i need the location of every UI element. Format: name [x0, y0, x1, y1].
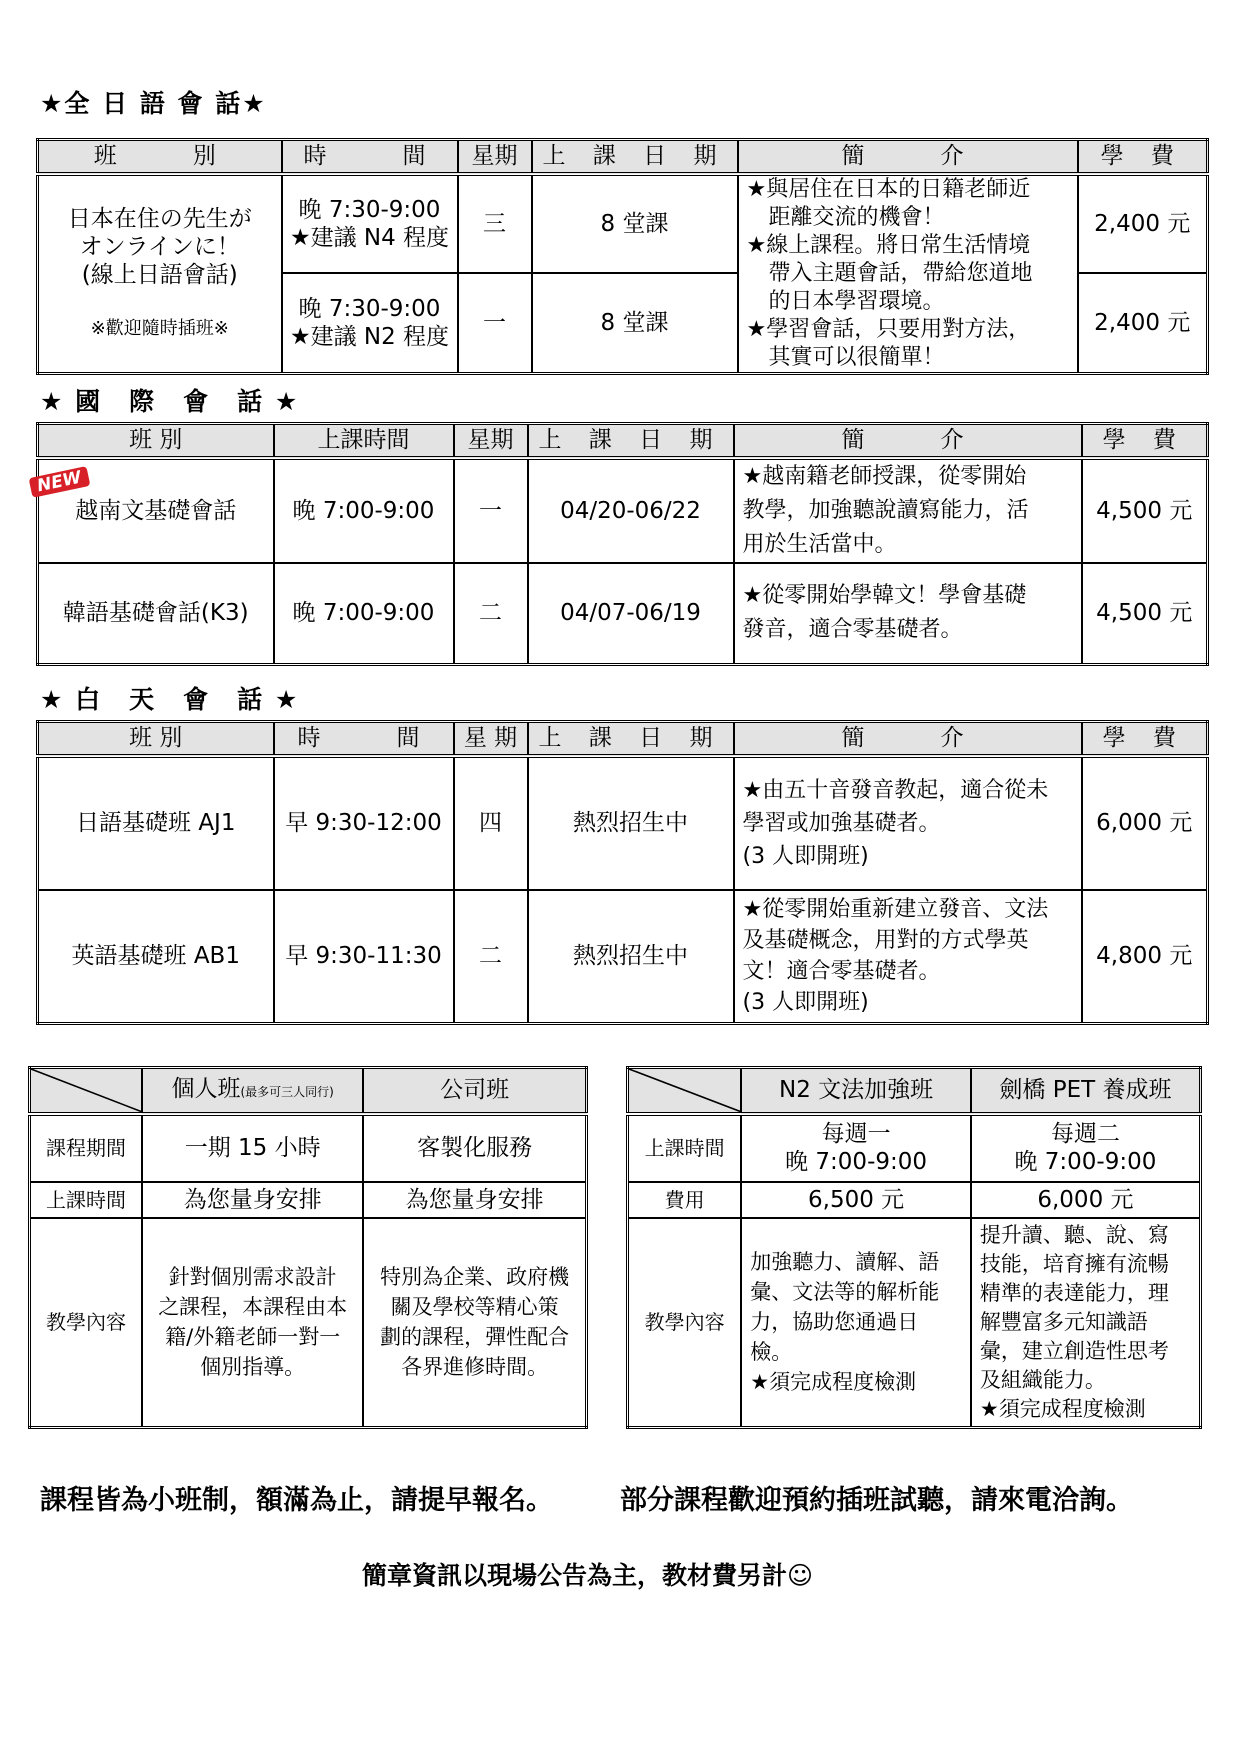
content-line: 劃的課程，彈性配合: [380, 1325, 570, 1350]
private-content-cell: [142, 1218, 363, 1428]
content-line: 技能，培育擁有流暢: [979, 1251, 1169, 1276]
time-line: 每週二: [1050, 1121, 1120, 1147]
header-fee: 學 費: [1082, 424, 1208, 458]
section-heading-daytime-conversation: ★ 白 天 會 話 ★: [40, 685, 300, 714]
header-pet: 劍橋 PET 養成班: [971, 1068, 1201, 1114]
day-cell: 一: [458, 273, 532, 373]
section-heading-japanese-conversation: ★全 日 語 會 話★: [40, 89, 267, 118]
fee-cell: 4,800 元: [1082, 890, 1208, 1024]
fee-cell: 2,400 元: [1078, 174, 1208, 274]
time-line: 晚 7:00-9:00: [785, 1149, 928, 1175]
footer-note-trial: 部分課程歡迎預約插班試聽，請來電洽詢。: [620, 1485, 1133, 1516]
intro-line: (3 人即開班): [742, 843, 869, 869]
date-cell: 04/20-06/22: [528, 458, 734, 563]
n2-content-cell: [741, 1218, 971, 1428]
header-day: 星期: [458, 140, 532, 174]
header-intro: 簡 介: [738, 140, 1078, 174]
row-label: 教學內容: [628, 1218, 742, 1428]
diagonal-line: [31, 1069, 141, 1112]
content-line: 關及學校等精心策: [390, 1295, 559, 1320]
japanese-conversation-table: [36, 138, 1209, 375]
row-label: 上課時間: [628, 1114, 742, 1182]
date-cell: 04/07-06/19: [528, 563, 734, 665]
company-cell: 客製化服務: [363, 1114, 586, 1182]
n2-fee-cell: 6,500 元: [741, 1182, 971, 1218]
time-text: 晚 7:30-9:00: [298, 196, 441, 223]
header-private-label: 個人班: [171, 1075, 241, 1102]
section-heading-international-conversation: ★ 國 際 會 話 ★: [40, 387, 300, 416]
content-line: 彙、文法等的解析能: [750, 1280, 940, 1305]
fee-cell: 4,500 元: [1082, 563, 1208, 665]
header-time: 上課時間: [274, 424, 454, 458]
class-name-cell: 英語基礎班 AB1: [38, 890, 274, 1024]
time-cell: 晚 7:00-9:00: [274, 458, 454, 563]
content-line: 個別指導。: [200, 1355, 306, 1380]
content-line: 加強聽力、讀解、語: [750, 1250, 940, 1275]
intro-line: 及基礎概念，用對的方式學英: [742, 928, 1029, 954]
intro-cell: [734, 890, 1082, 1024]
header-date: 上 課 日 期: [528, 424, 734, 458]
content-line: 力，協助您通過日: [750, 1310, 919, 1335]
class-name-cell: 日語基礎班 AJ1: [38, 756, 274, 890]
intro-line: 用於生活當中。: [742, 531, 897, 557]
intro-line: 的日本學習環境。: [746, 288, 945, 314]
footer-note-materials: 簡章資訊以現場公告為主，教材費另計☺: [362, 1561, 814, 1590]
class-name-line: オンラインに！: [79, 233, 240, 260]
content-line: 精準的表達能力，理: [979, 1280, 1169, 1305]
date-cell: 熱烈招生中: [528, 890, 734, 1024]
intro-cell: [734, 458, 1082, 563]
international-conversation-table: [36, 422, 1209, 666]
private-cell: 一期 15 小時: [142, 1114, 363, 1182]
day-cell: 二: [454, 563, 528, 665]
class-name-cell: [38, 174, 282, 374]
pet-fee-cell: 6,000 元: [971, 1182, 1201, 1218]
day-cell: 一: [454, 458, 528, 563]
new-badge: NEW: [29, 466, 90, 498]
time-cell: 晚 7:00-9:00: [274, 563, 454, 665]
content-line: 檢。: [750, 1340, 793, 1365]
n2-time-cell: [741, 1114, 971, 1182]
time-text: 晚 7:30-9:00: [298, 295, 441, 322]
intro-line: 教學，加強聽說讀寫能力，活: [742, 497, 1029, 523]
header-intro: 簡 介: [734, 424, 1082, 458]
intro-line: ★線上課程。將日常生活情境: [746, 232, 1031, 258]
footer-note-small-class: 課程皆為小班制，額滿為止，請提早報名。: [40, 1485, 553, 1516]
header-company: 公司班: [363, 1068, 586, 1114]
header-time: 時 間: [274, 722, 454, 756]
header-fee: 學 費: [1082, 722, 1208, 756]
header-n2: N2 文法加強班: [741, 1068, 971, 1114]
fee-cell: 6,000 元: [1082, 756, 1208, 890]
class-name-line: (線上日語會話): [81, 261, 238, 288]
header-date: 上 課 日 期: [528, 722, 734, 756]
date-cell: 8 堂課: [532, 174, 738, 274]
pet-content-cell: [971, 1218, 1201, 1428]
content-line: 提升讀、聽、說、寫: [979, 1222, 1169, 1247]
day-cell: 二: [454, 890, 528, 1024]
class-name-cell: 越南文基礎會話: [38, 458, 274, 563]
content-line: 各界進修時間。: [401, 1355, 549, 1380]
content-line: 及組織能力。: [979, 1367, 1106, 1392]
intro-cell: [738, 174, 1078, 374]
corner-cell: [30, 1068, 143, 1114]
header-private: [142, 1068, 363, 1114]
class-name-cell: 韓語基礎會話(K3): [38, 563, 274, 665]
intro-line: 帶入主題會話，帶給您道地: [746, 260, 1033, 286]
walk-in-note: ※歡迎隨時插班※: [90, 317, 229, 339]
time-line: 晚 7:00-9:00: [1014, 1149, 1157, 1175]
header-fee: 學 費: [1078, 140, 1208, 174]
header-date: 上 課 日 期: [532, 140, 738, 174]
row-label: 費用: [628, 1182, 742, 1218]
intro-line: ★從零開始重新建立發音、文法: [742, 897, 1049, 923]
content-line: 之課程，本課程由本: [158, 1295, 348, 1320]
day-cell: 四: [454, 756, 528, 890]
content-line: 籍/外籍老師一對一: [165, 1325, 341, 1350]
n2-pet-table: [626, 1066, 1202, 1429]
header-class: 班 別: [38, 722, 274, 756]
time-cell: [282, 174, 458, 274]
fee-cell: 2,400 元: [1078, 273, 1208, 373]
intro-line: ★學習會話，只要用對方法，: [746, 316, 1031, 342]
intro-line: ★越南籍老師授課，從零開始: [742, 463, 1027, 489]
date-cell: 8 堂課: [532, 273, 738, 373]
intro-cell: [734, 756, 1082, 890]
daytime-conversation-table: [36, 720, 1209, 1025]
header-intro: 簡 介: [734, 722, 1082, 756]
intro-cell: [734, 563, 1082, 665]
intro-line: ★與居住在日本的日籍老師近: [746, 176, 1031, 202]
header-private-note: (最多可三人同行): [240, 1084, 334, 1099]
intro-line: ★從零開始學韓文！學會基礎: [742, 583, 1027, 609]
intro-line: 文！適合零基礎者。: [742, 959, 941, 985]
header-time: 時 間: [282, 140, 458, 174]
intro-line: 其實可以很簡單！: [746, 344, 945, 370]
fee-cell: 4,500 元: [1082, 458, 1208, 563]
content-line: ★須完成程度檢測: [750, 1370, 917, 1395]
row-label: 教學內容: [30, 1218, 143, 1428]
header-class: 班 別: [38, 140, 282, 174]
date-cell: 熱烈招生中: [528, 756, 734, 890]
intro-line: (3 人即開班): [742, 990, 869, 1016]
row-label: 上課時間: [30, 1182, 143, 1218]
content-line: 彙，建立創造性思考: [979, 1338, 1169, 1363]
intro-line: 距離交流的機會！: [746, 204, 945, 230]
diagonal-line: [629, 1069, 740, 1112]
level-text: ★建議 N2 程度: [289, 323, 450, 350]
company-cell: 為您量身安排: [363, 1182, 586, 1218]
company-content-cell: [363, 1218, 586, 1428]
intro-line: 學習或加強基礎者。: [742, 810, 941, 836]
day-cell: 三: [458, 174, 532, 274]
header-class: 班 別: [38, 424, 274, 458]
intro-line: 發音，適合零基礎者。: [742, 617, 963, 643]
class-name-line: 日本在住の先生が: [67, 205, 252, 232]
time-cell: 早 9:30-11:30: [274, 890, 454, 1024]
intro-line: ★由五十音發音教起，適合從未: [742, 777, 1049, 803]
time-cell: [282, 273, 458, 373]
level-text: ★建議 N4 程度: [289, 224, 450, 251]
content-line: 特別為企業、政府機: [380, 1265, 570, 1290]
content-line: 針對個別需求設計: [168, 1265, 337, 1290]
pet-time-cell: [971, 1114, 1201, 1182]
time-line: 每週一: [821, 1121, 891, 1147]
content-line: ★須完成程度檢測: [979, 1396, 1146, 1421]
content-line: 解豐富多元知識語: [979, 1309, 1148, 1334]
private-cell: 為您量身安排: [142, 1182, 363, 1218]
time-cell: 早 9:30-12:00: [274, 756, 454, 890]
header-day: 星 期: [454, 722, 528, 756]
private-company-table: [28, 1066, 588, 1429]
corner-cell: [628, 1068, 742, 1114]
header-day: 星期: [454, 424, 528, 458]
row-label: 課程期間: [30, 1114, 143, 1182]
